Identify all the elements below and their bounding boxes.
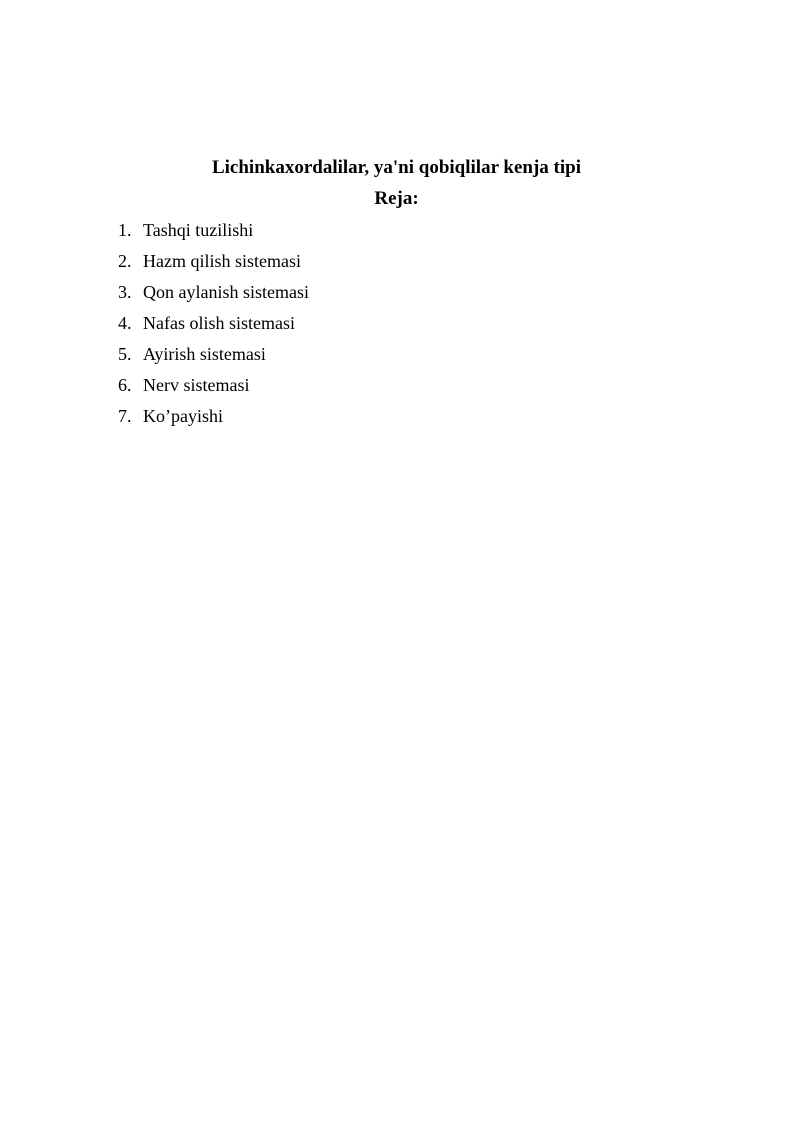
list-item bbox=[118, 217, 309, 248]
plan-list bbox=[118, 217, 309, 434]
list-item-text: Nerv sistemasi bbox=[143, 375, 250, 395]
list-item bbox=[118, 279, 309, 310]
list-item bbox=[118, 372, 309, 403]
list-item-number: 5. bbox=[118, 344, 132, 364]
list-item-number: 6. bbox=[118, 375, 132, 395]
list-item-text: Qon aylanish sistemasi bbox=[143, 282, 309, 302]
list-item-text: Hazm qilish sistemasi bbox=[143, 251, 301, 271]
list-item-text: Ayirish sistemasi bbox=[143, 344, 266, 364]
page-title: Lichinkaxordalilar, ya'ni qobiqlilar kenja tipi bbox=[211, 157, 581, 178]
list-item-text: Nafas olish sistemasi bbox=[143, 313, 295, 333]
list-item-number: 1. bbox=[118, 220, 132, 240]
list-item bbox=[118, 403, 309, 434]
list-item-text: Tashqi tuzilishi bbox=[143, 220, 254, 240]
list-item bbox=[118, 248, 309, 279]
list-item-number: 4. bbox=[118, 313, 132, 333]
plan-heading: Reja: bbox=[374, 188, 419, 209]
list-item bbox=[118, 310, 309, 341]
list-item-number: 7. bbox=[118, 406, 132, 426]
list-item-number: 2. bbox=[118, 251, 132, 271]
list-item-text: Ko’payishi bbox=[143, 406, 223, 426]
list-item-number: 3. bbox=[118, 282, 132, 302]
list-item bbox=[118, 341, 309, 372]
